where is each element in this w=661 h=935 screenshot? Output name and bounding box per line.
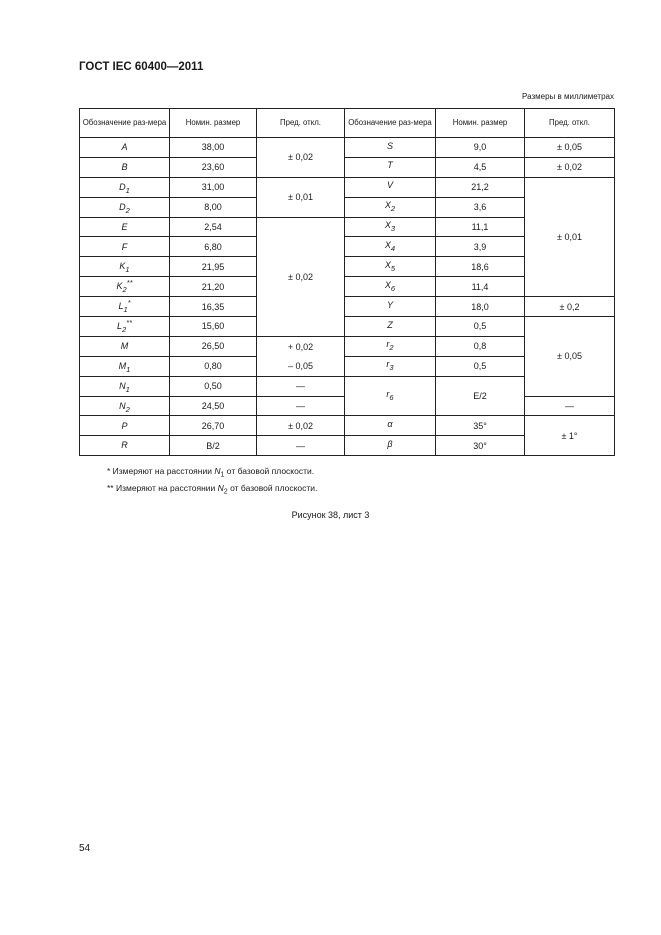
right-nominal-cell: 9,0	[436, 138, 525, 158]
symbol-letter: D	[119, 201, 126, 212]
right-nominal-cell: 18,6	[436, 257, 525, 277]
symbol-subscript: 1	[123, 304, 128, 314]
right-designation-cell	[345, 257, 436, 277]
symbol-letter: R	[121, 440, 128, 451]
left-nominal-cell: 0,50	[170, 376, 257, 396]
left-designation-cell	[80, 257, 170, 277]
left-designation-cell	[80, 376, 170, 396]
footnote-text: * Измеряют на расстоянии	[107, 466, 215, 476]
table-row	[80, 317, 615, 337]
right-tolerance-cell: ± 0,05	[525, 317, 615, 397]
left-nominal-cell: 2,54	[170, 217, 257, 237]
left-tolerance-cell: ± 0,02	[257, 138, 345, 178]
symbol-subscript: 2	[122, 285, 127, 295]
symbol-subscript: 2	[125, 404, 130, 414]
symbol-letter: X	[384, 240, 391, 250]
left-designation-cell	[80, 297, 170, 317]
right-tolerance-cell: ± 1°	[525, 416, 615, 456]
left-nominal-cell: 15,60	[170, 317, 257, 337]
right-nominal-cell: 4,5	[436, 157, 525, 177]
left-designation-cell	[80, 157, 170, 177]
left-tolerance-cell: + 0,02	[257, 336, 345, 356]
symbol-subscript: 6	[390, 283, 396, 293]
symbol-subscript: 2	[390, 204, 396, 214]
right-nominal-cell: 11,4	[436, 277, 525, 297]
right-tolerance-cell: ± 0,01	[525, 177, 615, 296]
left-tolerance-cell: – 0,05	[257, 356, 345, 376]
right-nominal-cell: 35°	[436, 416, 525, 436]
symbol-subscript: 1	[125, 384, 130, 394]
units-note: Размеры в миллиметрах	[522, 92, 614, 101]
left-designation-cell	[80, 416, 170, 436]
left-designation-cell	[80, 277, 170, 297]
right-designation-cell	[345, 157, 436, 177]
left-nominal-cell: 6,80	[170, 237, 257, 257]
col-header-designation-2: Обозначение раз-мера	[345, 109, 436, 138]
right-designation-cell	[345, 416, 436, 436]
left-designation-cell	[80, 177, 170, 197]
symbol-letter: V	[386, 180, 393, 191]
left-designation-cell	[80, 356, 170, 376]
symbol-letter: α	[387, 419, 393, 430]
col-header-tolerance-2: Пред. откл.	[525, 109, 615, 138]
dimensions-table	[79, 108, 615, 456]
right-nominal-cell: 0,8	[436, 336, 525, 356]
right-nominal-cell: 11,1	[436, 217, 525, 237]
symbol-subscript: 4	[390, 243, 396, 253]
left-nominal-cell: 21,20	[170, 277, 257, 297]
left-tolerance-cell: —	[257, 376, 345, 396]
table-row	[80, 177, 615, 197]
right-nominal-cell: 3,9	[436, 237, 525, 257]
right-designation-cell	[345, 297, 436, 317]
symbol-letter: B	[121, 161, 128, 172]
right-designation-cell	[345, 277, 436, 297]
symbol-subscript: 1	[125, 185, 130, 195]
col-header-tolerance: Пред. откл.	[257, 109, 345, 138]
left-designation-cell	[80, 237, 170, 257]
col-header-designation: Обозначение раз-мера	[80, 109, 170, 138]
right-nominal-cell: 3,6	[436, 197, 525, 217]
symbol-letter: X	[384, 200, 391, 211]
footnote-text: от базовой плоскости.	[227, 483, 318, 493]
right-nominal-cell: 18,0	[436, 297, 525, 317]
symbol-letter: X	[384, 220, 391, 231]
right-nominal-cell: 21,2	[436, 177, 525, 197]
right-designation-cell	[345, 376, 436, 416]
right-nominal-cell: E/2	[436, 376, 525, 416]
symbol-subscript: 3	[390, 223, 396, 233]
left-nominal-cell: B/2	[170, 436, 257, 456]
symbol-footnote-mark: *	[127, 298, 131, 308]
table-row	[80, 297, 615, 317]
left-designation-cell	[80, 217, 170, 237]
footnote-symbol: N	[217, 483, 224, 493]
left-nominal-cell: 8,00	[170, 197, 257, 217]
table-row	[80, 157, 615, 177]
right-nominal-cell: 0,5	[436, 317, 525, 337]
right-designation-cell	[345, 436, 436, 456]
right-designation-cell	[345, 177, 436, 197]
left-nominal-cell: 38,00	[170, 138, 257, 158]
right-tolerance-cell: ± 0,02	[525, 157, 615, 177]
left-designation-cell	[80, 396, 170, 416]
footnote-text: от базовой плоскости.	[224, 466, 315, 476]
figure-caption: Рисунок 38, лист 3	[291, 510, 370, 520]
table-body	[80, 138, 615, 456]
symbol-footnote-mark: **	[126, 318, 133, 328]
symbol-letter: P	[121, 420, 128, 431]
symbol-subscript: 1	[125, 265, 130, 275]
document-header: ГОСТ IEC 60400—2011	[79, 61, 204, 73]
symbol-letter: A	[121, 142, 128, 153]
col-header-nominal: Номин. размер	[170, 109, 257, 138]
footnote-symbol: N	[214, 466, 221, 476]
left-designation-cell	[80, 138, 170, 158]
symbol-letter: E	[121, 221, 128, 232]
col-header-nominal-2: Номин. размер	[436, 109, 525, 138]
right-designation-cell	[345, 317, 436, 337]
symbol-letter: K	[116, 281, 123, 292]
symbol-letter: X	[384, 259, 391, 270]
left-tolerance-cell: ± 0,02	[257, 416, 345, 436]
right-tolerance-cell: ± 0,05	[525, 138, 615, 158]
symbol-letter: L	[116, 321, 122, 332]
left-nominal-cell: 0,80	[170, 356, 257, 376]
left-tolerance-cell: —	[257, 396, 345, 416]
symbol-subscript: 6	[389, 392, 394, 402]
right-nominal-cell: 0,5	[436, 356, 525, 376]
symbol-letter: β	[387, 438, 393, 449]
symbol-subscript: 1	[126, 364, 131, 374]
right-tolerance-cell: —	[525, 396, 615, 416]
left-nominal-cell: 24,50	[170, 396, 257, 416]
footnote-1	[107, 466, 314, 479]
symbol-letter: Y	[386, 299, 393, 310]
symbol-letter: S	[386, 140, 393, 151]
right-tolerance-cell: ± 0,2	[525, 297, 615, 317]
symbol-subscript: 2	[389, 343, 394, 353]
left-nominal-cell: 16,35	[170, 297, 257, 317]
symbol-letter: r	[386, 359, 390, 370]
symbol-subscript: 5	[390, 263, 396, 273]
symbol-subscript: 2	[125, 205, 130, 215]
left-nominal-cell: 26,70	[170, 416, 257, 436]
table-header-row	[80, 109, 615, 138]
left-tolerance-cell: ± 0,01	[257, 177, 345, 217]
symbol-letter: L	[118, 301, 124, 312]
symbol-letter: X	[384, 279, 391, 290]
table-row	[80, 416, 615, 436]
left-designation-cell	[80, 336, 170, 356]
symbol-subscript: 3	[389, 363, 394, 373]
symbol-letter: N	[119, 380, 126, 391]
symbol-letter: r	[386, 389, 390, 400]
left-nominal-cell: 26,50	[170, 336, 257, 356]
left-tolerance-cell: ± 0,02	[257, 217, 345, 336]
symbol-letter: Z	[387, 319, 393, 330]
right-designation-cell	[345, 336, 436, 356]
table-row	[80, 138, 615, 158]
right-designation-cell	[345, 197, 436, 217]
symbol-letter: N	[119, 400, 126, 411]
symbol-subscript: 2	[122, 324, 127, 334]
left-nominal-cell: 31,00	[170, 177, 257, 197]
left-tolerance-cell: —	[257, 436, 345, 456]
footnote-subscript: 1	[220, 470, 225, 479]
symbol-letter: r	[386, 339, 390, 350]
symbol-footnote-mark: **	[126, 278, 133, 288]
page-number: 54	[79, 843, 91, 854]
left-designation-cell	[80, 317, 170, 337]
left-designation-cell	[80, 436, 170, 456]
right-nominal-cell: 30°	[436, 436, 525, 456]
right-designation-cell	[345, 217, 436, 237]
symbol-letter: D	[119, 181, 126, 192]
footnote-subscript: 2	[223, 487, 228, 496]
symbol-letter: K	[119, 261, 126, 272]
right-designation-cell	[345, 356, 436, 376]
footnote-text: ** Измеряют на расстоянии	[107, 483, 218, 493]
right-designation-cell	[345, 237, 436, 257]
symbol-letter: M	[118, 360, 127, 371]
left-nominal-cell: 21,95	[170, 257, 257, 277]
right-designation-cell	[345, 138, 436, 158]
left-nominal-cell: 23,60	[170, 157, 257, 177]
left-designation-cell	[80, 197, 170, 217]
symbol-letter: F	[121, 241, 128, 252]
footnote-2	[107, 483, 317, 496]
symbol-letter: M	[120, 340, 129, 351]
symbol-letter: T	[387, 160, 393, 171]
